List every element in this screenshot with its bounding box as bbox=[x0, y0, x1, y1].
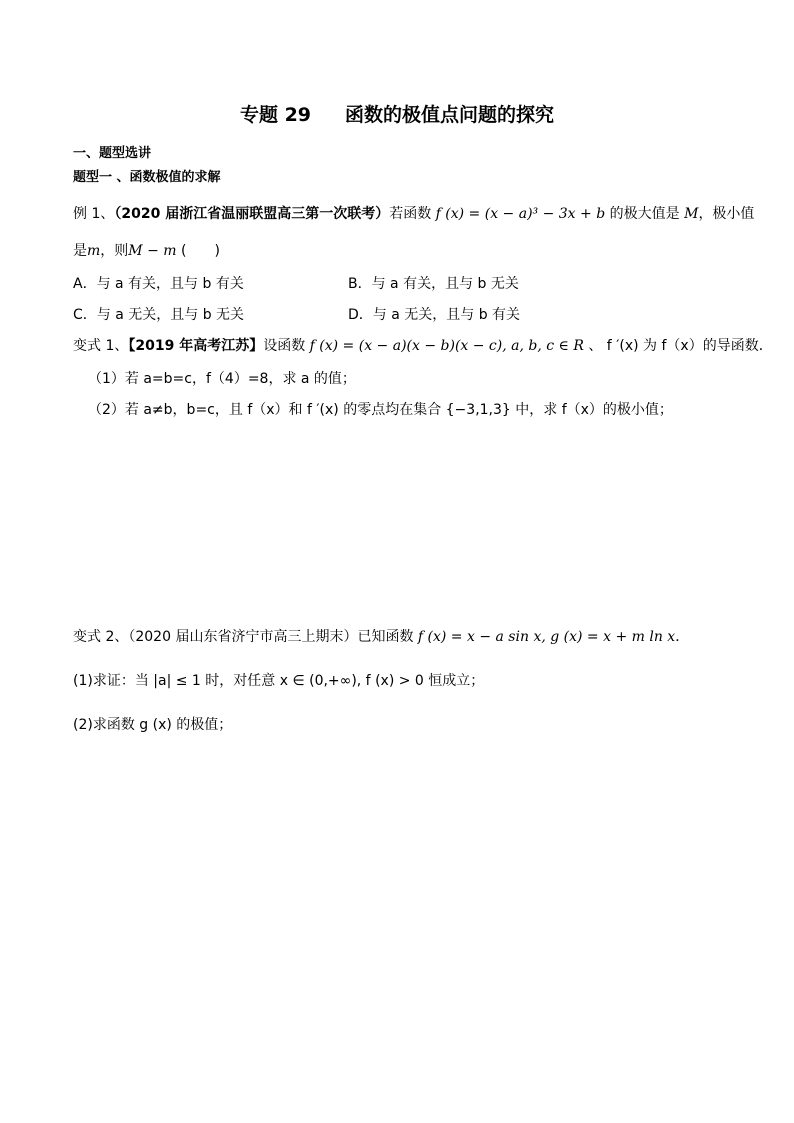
example-1-mid: 的极大值是 bbox=[609, 206, 680, 222]
variation-2-formula: f (x) = x − a sin x, g (x) = x + m ln x bbox=[417, 629, 676, 645]
variation-2-line bbox=[73, 626, 689, 646]
example-1-line2-pre: 是 bbox=[73, 243, 87, 259]
variation-2-label: 变式 2、 bbox=[73, 629, 129, 645]
option-a: A．与 a 有关，且与 b 有关 bbox=[73, 276, 244, 292]
variation-2-question-1: (1)求证：当 |a| ≤ 1 时，对任意 x ∈ (0,+∞), f (x) > 0 恒成立； bbox=[73, 673, 485, 689]
section-heading: 一、题型选讲 bbox=[73, 146, 152, 161]
example-1-tail: ，极小值 bbox=[698, 206, 755, 222]
variation-2-end: ． bbox=[675, 629, 690, 645]
variation-1-question-1: （1）若 a=b=c，f（4）=8，求 a 的值； bbox=[88, 371, 356, 387]
question-type-heading: 题型一 、函数极值的求解 bbox=[73, 170, 221, 185]
variation-1-formula: f (x) = (x − a)(x − b)(x − c), a, b, c ∈ R bbox=[309, 338, 584, 354]
title-number: 专题 29 bbox=[239, 104, 312, 126]
example-1-m: m bbox=[87, 243, 101, 259]
variation-1-line bbox=[73, 335, 773, 355]
variation-2-source: （2020 届山东省济宁市高三上期末） bbox=[128, 629, 358, 645]
example-1-expr: M − m bbox=[128, 243, 177, 259]
variation-1-label: 变式 1、 bbox=[73, 338, 129, 354]
option-c: C．与 a 无关，且与 b 无关 bbox=[73, 307, 245, 323]
option-b: B．与 a 有关，且与 b 无关 bbox=[348, 276, 519, 292]
variation-2-question-2: (2)求函数 g (x) 的极值； bbox=[73, 717, 233, 733]
example-1-line2 bbox=[73, 240, 220, 260]
example-1-label: 例 1、 bbox=[73, 206, 115, 222]
variation-1-tail: 、 f ′(x) 为 f（x）的导函数． bbox=[588, 338, 773, 354]
variation-2-text: 已知函数 bbox=[357, 629, 414, 645]
page-title bbox=[0, 100, 794, 127]
example-1-source: （2020 届浙江省温丽联盟高三第一次联考） bbox=[114, 206, 390, 222]
variation-1-text: 设函数 bbox=[263, 338, 306, 354]
example-1-formula: f (x) = (x − a)³ − 3x + b bbox=[435, 206, 606, 222]
title-text: 函数的极值点问题的探究 bbox=[345, 104, 555, 126]
example-1-paren: ( ) bbox=[176, 243, 220, 259]
variation-1-source: 【2019 年高考江苏】 bbox=[128, 338, 264, 354]
variation-1-question-2: （2）若 a≠b，b=c，且 f（x）和 f ′(x) 的零点均在集合 {−3,1,3} 中，求 f（x）的极小值； bbox=[88, 402, 673, 418]
example-1-pre: 若函数 bbox=[389, 206, 432, 222]
example-1-M: M bbox=[684, 206, 699, 222]
example-1-line1 bbox=[73, 203, 754, 223]
example-1-line2-mid: ，则 bbox=[100, 243, 129, 259]
option-d: D．与 a 无关，且与 b 有关 bbox=[348, 307, 521, 323]
